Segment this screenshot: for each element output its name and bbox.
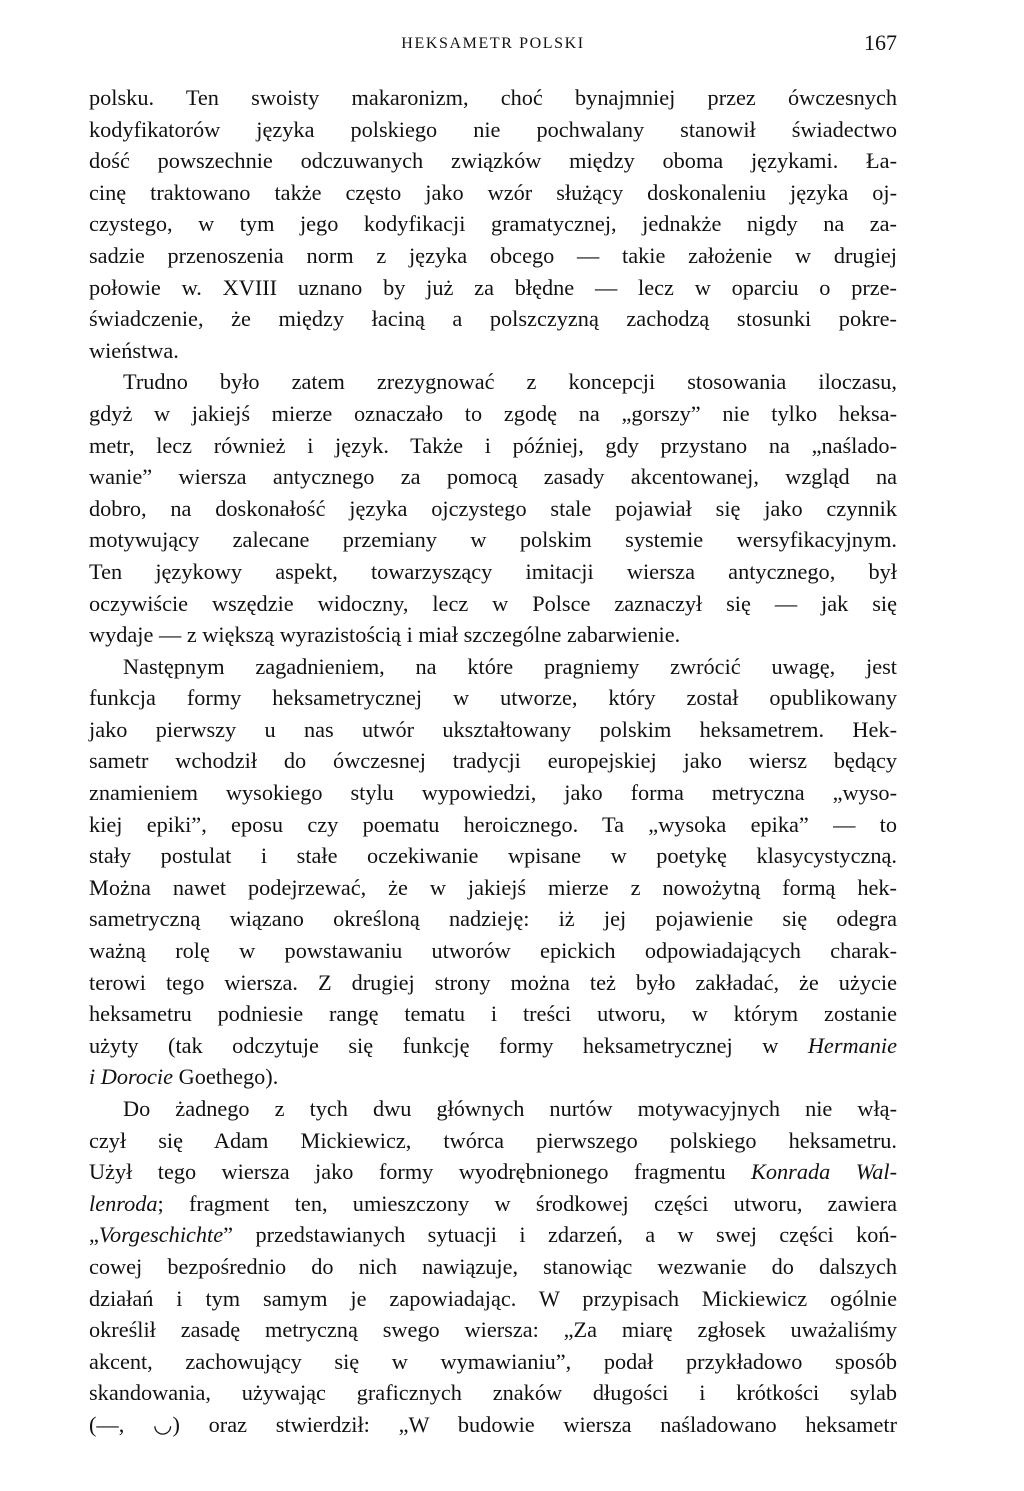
text-line: ważną rolę w powstawaniu utworów epickich odpowiadających charak- xyxy=(89,938,897,964)
text-line: cinę traktowano także często jako wzór służący doskonaleniu języka oj- xyxy=(89,179,897,205)
text-line: cowej bezpośrednio do nich nawiązuje, stanowiąc wezwanie do dalszych xyxy=(89,1253,897,1279)
text-line: Można nawet podejrzewać, że w jakiejś mierze z nowożytną formą hek- xyxy=(89,874,897,900)
italic-title: Hermanie xyxy=(807,1032,897,1058)
text-line: świadczenie, że między łaciną a polszczyzną zachodzą stosunki pokre- xyxy=(89,306,897,332)
text-line: akcent, zachowujący się w wymawianiu”, podał przykładowo sposób xyxy=(89,1348,897,1374)
text-line: dość powszechnie odczuwanych związków między oboma językami. Ła- xyxy=(89,148,897,174)
italic-title: lenroda xyxy=(89,1190,158,1216)
text-line: Ten językowy aspekt, towarzyszący imitacji wiersza antycznego, był xyxy=(89,558,897,584)
italic-title: Konrada Wal- xyxy=(751,1159,897,1185)
paragraph xyxy=(89,366,897,650)
body-text xyxy=(89,82,897,1441)
text-line: motywujący zalecane przemiany w polskim systemie wersyfikacyjnym. xyxy=(89,527,897,553)
text-line: kiej epiki”, eposu czy poematu heroicznego. Ta „wysoka epika” — to xyxy=(89,811,897,837)
italic-term: Vorgeschichte xyxy=(98,1222,224,1248)
running-head xyxy=(89,0,897,60)
text-line: czył się Adam Mickiewicz, twórca pierwszego polskiego heksametru. xyxy=(89,1127,897,1153)
text-line: działań i tym samym je zapowiadając. W przypisach Mickiewicz ogólnie xyxy=(89,1285,897,1311)
text-line: określił zasadę metryczną swego wiersza: „Za miarę zgłosek uważaliśmy xyxy=(89,1317,897,1343)
text-line: sametryczną wiązano określoną nadzieję: iż jej pojawienie się odegra xyxy=(89,906,897,932)
text-line: oczywiście wszędzie widoczny, lecz w Polsce zaznaczył się — jak się xyxy=(89,590,897,616)
text-line: użyty (tak odczytuje się funkcję formy heksametrycznej w Hermanie xyxy=(89,1032,897,1058)
text-line: sametr wchodził do ówczesnej tradycji europejskiej jako wiersz będący xyxy=(89,748,897,774)
text-line: znamieniem wysokiego stylu wypowiedzi, jako forma metryczna „wyso- xyxy=(89,780,897,806)
text-line: (—, ◡) oraz stwierdził: „W budowie wiersza naśladowano heksametr xyxy=(89,1411,897,1437)
text-line: gdyż w jakiejś mierze oznaczało to zgodę na „gorszy” nie tylko heksa- xyxy=(89,400,897,426)
text-line: lenroda; fragment ten, umieszczony w środkowej części utworu, zawiera xyxy=(89,1190,897,1216)
text-line: czystego, w tym jego kodyfikacji gramatycznej, jednakże nigdy na za- xyxy=(89,211,897,237)
text-line: wydaje — z większą wyrazistością i miał szczególne zabarwienie. xyxy=(89,622,681,648)
text-line: wanie” wiersza antycznego za pomocą zasady akcentowanej, wzgląd na xyxy=(89,464,897,490)
italic-title: i Dorocie xyxy=(89,1064,174,1090)
text-line: kodyfikatorów języka polskiego nie pochwalany stanowił świadectwo xyxy=(89,116,897,142)
paragraph xyxy=(89,651,897,1093)
text-line: połowie w. XVIII uznano by już za błędne — lecz w oparciu o prze- xyxy=(89,274,897,300)
text-line: „Vorgeschichte” przedstawianych sytuacji i zdarzeń, a w swej części koń- xyxy=(89,1222,897,1248)
text-line: jako pierwszy u nas utwór ukształtowany polskim heksametrem. Hek- xyxy=(89,716,897,742)
paragraph xyxy=(89,1093,897,1441)
text-line: sadzie przenoszenia norm z języka obcego — takie założenie w drugiej xyxy=(89,242,897,268)
text-line: terowi tego wiersza. Z drugiej strony można też było zakładać, że użycie xyxy=(89,969,897,995)
paragraph xyxy=(89,82,897,366)
text-line: funkcja formy heksametrycznej w utworze, który został opublikowany xyxy=(89,685,897,711)
text-line: i Dorocie Goethego). xyxy=(89,1064,279,1090)
text-line: stały postulat i stałe oczekiwanie wpisane w poetykę klasycystyczną. xyxy=(89,843,897,869)
running-title: HEKSAMETR POLSKI xyxy=(401,35,585,52)
text-line: Użył tego wiersza jako formy wyodrębnionego fragmentu Konrada Wal- xyxy=(89,1159,897,1185)
text-line: polsku. Ten swoisty makaronizm, choć bynajmniej przez ówczesnych xyxy=(89,85,897,110)
book-page xyxy=(89,0,897,1441)
text-line: wieństwa. xyxy=(89,337,179,363)
text-line: heksametru podniesie rangę tematu i treści utworu, w którym zostanie xyxy=(89,1001,897,1027)
text-line: Trudno było zatem zrezygnować z koncepcji stosowania iloczasu, xyxy=(123,369,897,395)
text-line: metr, lecz również i język. Także i później, gdy przystano na „naślado- xyxy=(89,432,897,458)
text-line: dobro, na doskonałość języka ojczystego stale pojawiał się jako czynnik xyxy=(89,495,897,521)
text-line: Następnym zagadnieniem, na które pragniemy zwrócić uwagę, jest xyxy=(123,653,897,679)
text-line: Do żadnego z tych dwu głównych nurtów motywacyjnych nie włą- xyxy=(123,1096,897,1121)
text-line: skandowania, używając graficznych znaków długości i krótkości sylab xyxy=(89,1380,897,1406)
page-number: 167 xyxy=(864,30,897,55)
